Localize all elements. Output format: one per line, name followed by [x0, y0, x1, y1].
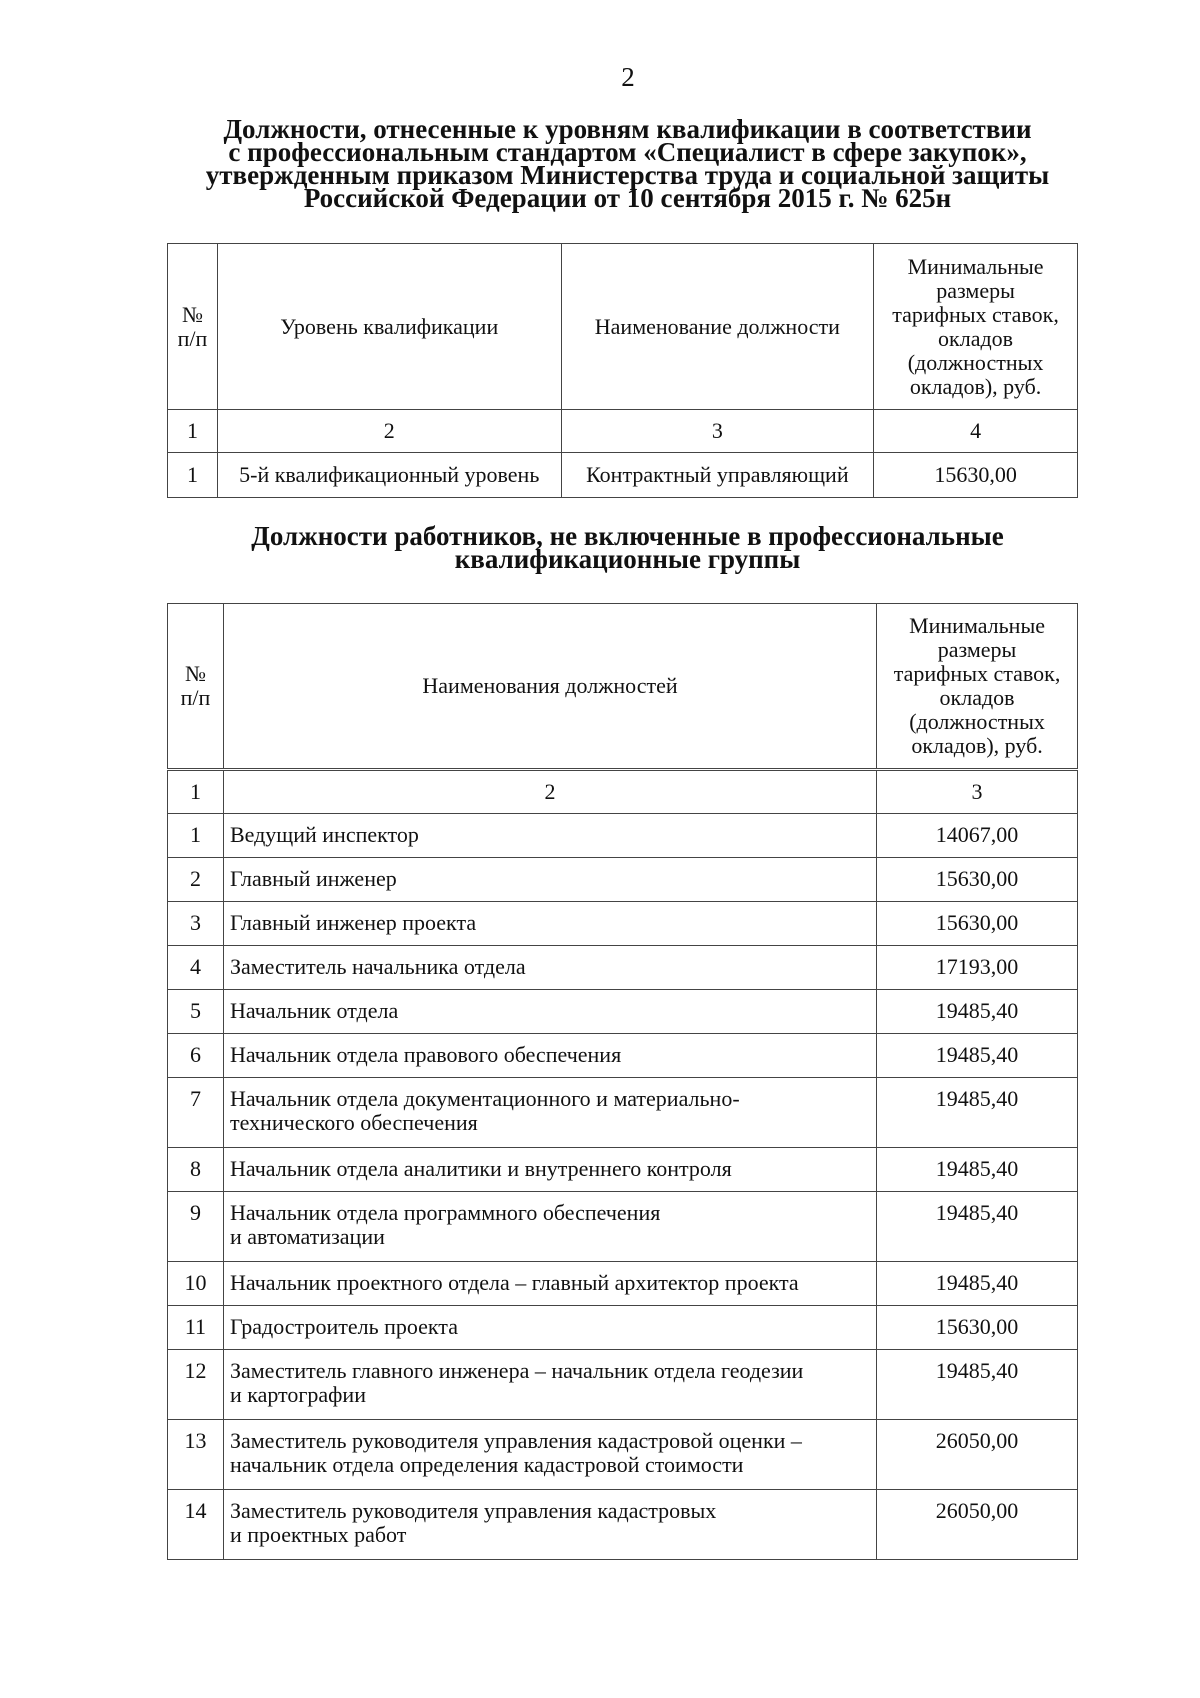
- table-header-row: [168, 244, 1078, 410]
- header-salary: [877, 604, 1078, 770]
- row-salary: 19485,40: [877, 1262, 1078, 1306]
- row-position-line: Ведущий инспектор: [229, 822, 419, 847]
- header-salary-line: окладов), руб.: [909, 373, 1042, 399]
- column-number-row: [168, 410, 1078, 453]
- table-row: [168, 1034, 1078, 1078]
- section1-title-line: Российской Федерации от 10 сентября 2015 г. № 625н: [303, 183, 952, 213]
- row-position: [223, 946, 876, 990]
- header-num: № п/п: [168, 604, 224, 770]
- row-position-line: технического обеспечения: [229, 1110, 478, 1135]
- header-salary-line: окладов: [938, 325, 1014, 351]
- header-salary-line: окладов: [939, 685, 1015, 710]
- header-salary-line: размеры: [937, 637, 1017, 662]
- table-row: [168, 1306, 1078, 1350]
- table-row: [168, 1078, 1078, 1148]
- row-num: 11: [168, 1306, 224, 1350]
- table-row: [168, 1148, 1078, 1192]
- row-position: [223, 1034, 876, 1078]
- row-salary: 19485,40: [877, 990, 1078, 1034]
- header-salary-line: (должностных: [909, 709, 1045, 734]
- table-row: [168, 902, 1078, 946]
- header-level: Уровень квалификации: [217, 244, 561, 410]
- row-position: [223, 1350, 876, 1420]
- row-num: 10: [168, 1262, 224, 1306]
- row-level: 5-й квалификационный уровень: [217, 453, 561, 498]
- header-position: Наименование должности: [561, 244, 874, 410]
- table-row: [168, 946, 1078, 990]
- row-position: [223, 814, 876, 858]
- row-position: [223, 1262, 876, 1306]
- row-position-line: Начальник проектного отдела – главный архитектор проекта: [229, 1270, 799, 1295]
- qualification-levels-table: [167, 243, 1078, 498]
- section1-title-line: утвержденным приказом Министерства труда и социальной защиты: [205, 160, 1050, 190]
- row-salary: 17193,00: [877, 946, 1078, 990]
- header-salary-line: размеры: [936, 277, 1015, 303]
- row-num: 13: [168, 1420, 224, 1490]
- row-num: 5: [168, 990, 224, 1034]
- row-position: [223, 858, 876, 902]
- row-num: 12: [168, 1350, 224, 1420]
- row-position: [223, 1148, 876, 1192]
- table-row: [168, 1420, 1078, 1490]
- table-row: [168, 858, 1078, 902]
- row-position: Контрактный управляющий: [561, 453, 874, 498]
- column-number: 3: [561, 410, 874, 453]
- section1-title-line: с профессиональным стандартом «Специалист в сфере закупок»,: [228, 137, 1027, 167]
- table-row: [168, 453, 1078, 498]
- row-position-line: Заместитель руководителя управления кадастровой оценки –: [229, 1428, 802, 1453]
- row-salary: 26050,00: [877, 1420, 1078, 1490]
- row-salary: 26050,00: [877, 1490, 1078, 1560]
- row-salary: 15630,00: [877, 1306, 1078, 1350]
- row-position-line: и проектных работ: [229, 1522, 407, 1547]
- row-salary: 19485,40: [877, 1192, 1078, 1262]
- table-row: [168, 1262, 1078, 1306]
- row-num: 6: [168, 1034, 224, 1078]
- row-salary: 15630,00: [874, 453, 1078, 498]
- row-position-line: Заместитель руководителя управления кадастровых: [229, 1498, 717, 1523]
- row-num: 7: [168, 1078, 224, 1148]
- section1-title-line: Должности, отнесенные к уровням квалификации в соответствии: [223, 114, 1032, 144]
- positions-table: [167, 603, 1078, 1560]
- row-position-line: Заместитель главного инженера – начальник отдела геодезии: [229, 1358, 804, 1383]
- page-number: 2: [621, 62, 635, 92]
- row-position-line: Начальник отдела программного обеспечения: [229, 1200, 661, 1225]
- header-salary-line: (должностных: [907, 349, 1044, 375]
- header-salary-line: Минимальные: [909, 613, 1046, 638]
- column-number: 4: [874, 410, 1078, 453]
- row-num: 4: [168, 946, 224, 990]
- column-number: 3: [877, 770, 1078, 814]
- row-position-line: Главный инженер проекта: [229, 910, 477, 935]
- column-number: 1: [168, 410, 218, 453]
- section2-title-line: квалификационные группы: [454, 544, 801, 574]
- row-position: [223, 1078, 876, 1148]
- column-number-row: [168, 770, 1078, 814]
- row-salary: 15630,00: [877, 902, 1078, 946]
- row-position-line: Начальник отдела документационного и материально-: [229, 1086, 740, 1111]
- header-salary: [874, 244, 1078, 410]
- section2-title: [150, 521, 1105, 574]
- row-num: 9: [168, 1192, 224, 1262]
- header-salary-line: Минимальные: [907, 253, 1044, 279]
- table-row: [168, 814, 1078, 858]
- table-row: [168, 990, 1078, 1034]
- row-position-line: Главный инженер: [229, 866, 397, 891]
- table-row: [168, 1192, 1078, 1262]
- row-num: 3: [168, 902, 224, 946]
- section2-title-line: Должности работников, не включенные в профессиональные: [251, 521, 1004, 551]
- section1-title: [150, 114, 1105, 213]
- row-position-line: Градостроитель проекта: [229, 1314, 458, 1339]
- header-salary-line: окладов), руб.: [911, 733, 1043, 758]
- row-position-line: начальник отдела определения кадастровой стоимости: [229, 1452, 744, 1477]
- column-number: 2: [217, 410, 561, 453]
- row-position-line: Начальник отдела правового обеспечения: [229, 1042, 622, 1067]
- row-salary: 19485,40: [877, 1148, 1078, 1192]
- row-num: 14: [168, 1490, 224, 1560]
- row-position: [223, 1420, 876, 1490]
- header-position: Наименования должностей: [223, 604, 876, 770]
- row-salary: 19485,40: [877, 1350, 1078, 1420]
- row-position-line: Начальник отдела: [229, 998, 399, 1023]
- column-number: 1: [168, 770, 224, 814]
- row-position-line: и картографии: [229, 1382, 366, 1407]
- header-num: № п/п: [168, 244, 218, 410]
- row-num: 1: [168, 814, 224, 858]
- row-num: 8: [168, 1148, 224, 1192]
- row-position-line: Начальник отдела аналитики и внутреннего контроля: [229, 1156, 732, 1181]
- row-num: 1: [168, 453, 218, 498]
- table-row: [168, 1350, 1078, 1420]
- row-position: [223, 902, 876, 946]
- row-salary: 14067,00: [877, 814, 1078, 858]
- column-number: 2: [223, 770, 876, 814]
- row-position-line: и автоматизации: [229, 1224, 385, 1249]
- table-row: [168, 1490, 1078, 1560]
- table-header-row: [168, 604, 1078, 770]
- header-salary-line: тарифных ставок,: [892, 301, 1059, 327]
- row-position: [223, 990, 876, 1034]
- row-salary: 19485,40: [877, 1078, 1078, 1148]
- row-position: [223, 1306, 876, 1350]
- row-position-line: Заместитель начальника отдела: [229, 954, 526, 979]
- row-num: 2: [168, 858, 224, 902]
- row-salary: 15630,00: [877, 858, 1078, 902]
- row-salary: 19485,40: [877, 1034, 1078, 1078]
- row-position: [223, 1192, 876, 1262]
- row-position: [223, 1490, 876, 1560]
- header-salary-line: тарифных ставок,: [893, 661, 1061, 686]
